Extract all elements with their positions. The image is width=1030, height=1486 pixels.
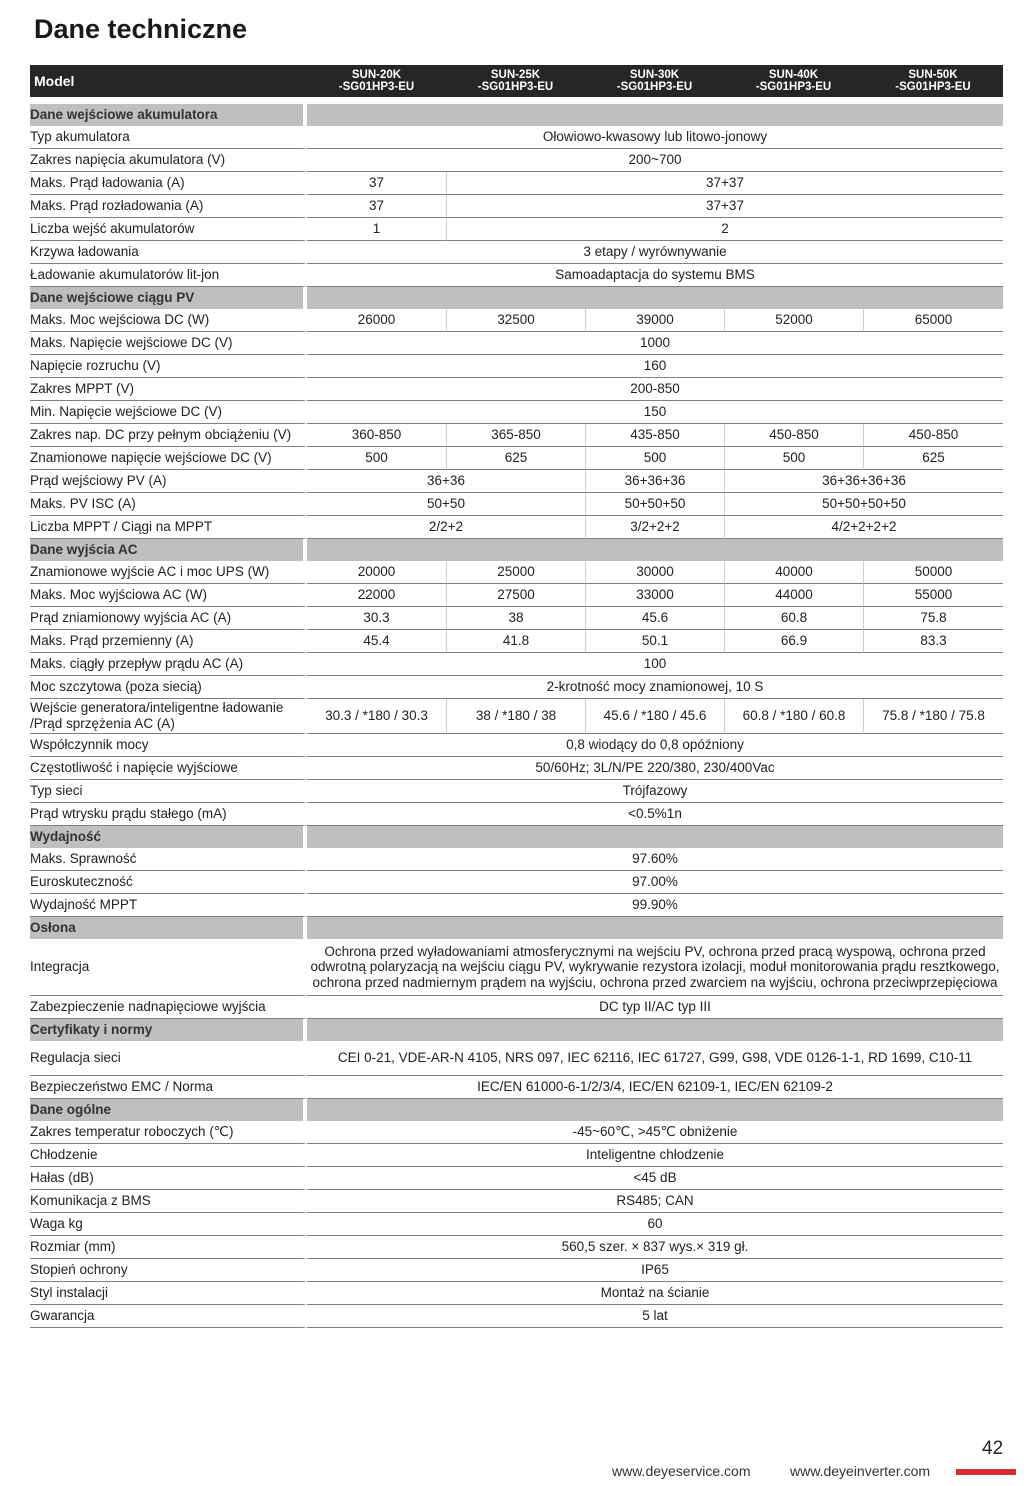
section-header-row	[30, 1099, 1003, 1121]
row-value: 44000	[724, 584, 863, 607]
table-row	[30, 699, 1003, 734]
row-label: Zakres MPPT (V)	[30, 378, 307, 401]
table-row	[30, 241, 1003, 264]
table-row	[30, 355, 1003, 378]
table-row	[30, 401, 1003, 424]
row-value: 26000	[307, 309, 446, 332]
section-title: Wydajność	[30, 826, 307, 848]
row-value: 150	[307, 401, 1003, 424]
section-title: Osłona	[30, 917, 307, 939]
row-label: Bezpieczeństwo EMC / Norma	[30, 1076, 307, 1099]
row-label: Moc szczytowa (poza siecią)	[30, 676, 307, 699]
row-value: 5 lat	[307, 1305, 1003, 1328]
row-label: Maks. Moc wyjściowa AC (W)	[30, 584, 307, 607]
table-row	[30, 493, 1003, 516]
table-row	[30, 734, 1003, 757]
table-row	[30, 332, 1003, 355]
section-fill	[307, 917, 1003, 939]
row-value: 625	[863, 447, 1003, 470]
row-label: Zabezpieczenie nadnapięciowe wyjścia	[30, 996, 307, 1019]
row-value: 32500	[446, 309, 585, 332]
row-value: 33000	[585, 584, 724, 607]
model-name-line: SUN-30K	[629, 69, 680, 81]
row-value: 55000	[863, 584, 1003, 607]
row-label: Maks. Prąd rozładowania (A)	[30, 195, 307, 218]
model-name-line: -SG01HP3-EU	[477, 81, 554, 93]
row-label: Zakres temperatur roboczych (℃)	[30, 1121, 307, 1144]
footer-link-deyeinverter[interactable]: www.deyeinverter.com	[790, 1463, 931, 1479]
row-value: 560,5 szer. × 837 wys.× 319 gł.	[307, 1236, 1003, 1259]
row-value: 2/2+2	[307, 516, 585, 539]
table-row	[30, 780, 1003, 803]
section-fill	[307, 826, 1003, 848]
section-header-row	[30, 287, 1003, 309]
table-row	[30, 126, 1003, 149]
row-label: Maks. Napięcie wejściowe DC (V)	[30, 332, 307, 355]
spec-table	[30, 65, 1003, 1328]
row-value: 37	[307, 195, 446, 218]
table-row	[30, 1121, 1003, 1144]
row-label: Zakres nap. DC przy pełnym obciążeniu (V)	[30, 424, 307, 447]
row-label: Napięcie rozruchu (V)	[30, 355, 307, 378]
model-header-5	[863, 65, 1003, 97]
table-row	[30, 424, 1003, 447]
table-row	[30, 447, 1003, 470]
row-value: -45~60℃, >45℃ obniżenie	[307, 1121, 1003, 1144]
table-row	[30, 630, 1003, 653]
row-value: Trójfazowy	[307, 780, 1003, 803]
section-fill	[307, 104, 1003, 126]
row-label: Zakres napięcia akumulatora (V)	[30, 149, 307, 172]
row-value: 50.1	[585, 630, 724, 653]
row-value: 200-850	[307, 378, 1003, 401]
table-row	[30, 1167, 1003, 1190]
table-row	[30, 1076, 1003, 1099]
table-row	[30, 1282, 1003, 1305]
model-name-line: -SG01HP3-EU	[755, 81, 832, 93]
row-value: 625	[446, 447, 585, 470]
footer-accent-bar	[956, 1469, 1016, 1475]
row-value: 50000	[863, 561, 1003, 584]
row-value: 4/2+2+2+2	[724, 516, 1003, 539]
model-header-label: Model	[30, 65, 307, 97]
row-value: 37+37	[446, 172, 1003, 195]
model-name-line: SUN-40K	[768, 69, 819, 81]
row-value: Montaż na ścianie	[307, 1282, 1003, 1305]
row-value: 40000	[724, 561, 863, 584]
table-row	[30, 1041, 1003, 1076]
row-value: 39000	[585, 309, 724, 332]
table-row	[30, 264, 1003, 287]
row-value: 1	[307, 218, 446, 241]
row-label: Znamionowe wyjście AC i moc UPS (W)	[30, 561, 307, 584]
model-name-line: SUN-25K	[490, 69, 541, 81]
table-row	[30, 149, 1003, 172]
row-value: IP65	[307, 1259, 1003, 1282]
row-value: 3/2+2+2	[585, 516, 724, 539]
row-value: 30000	[585, 561, 724, 584]
row-value: 50+50+50	[585, 493, 724, 516]
row-label: Waga kg	[30, 1213, 307, 1236]
model-name-line: -SG01HP3-EU	[895, 81, 971, 93]
row-label: Typ akumulatora	[30, 126, 307, 149]
row-value: 2-krotność mocy znamionowej, 10 S	[307, 676, 1003, 699]
row-value: 45.4	[307, 630, 446, 653]
model-name-line: SUN-50K	[908, 69, 958, 81]
table-row	[30, 1236, 1003, 1259]
table-row	[30, 378, 1003, 401]
model-header-4	[724, 65, 863, 97]
table-row	[30, 1305, 1003, 1328]
row-value: 500	[585, 447, 724, 470]
row-value: 200~700	[307, 149, 1003, 172]
row-value: 97.60%	[307, 848, 1003, 871]
section-header-row	[30, 104, 1003, 126]
row-value: 83.3	[863, 630, 1003, 653]
row-label: Częstotliwość i napięcie wyjściowe	[30, 757, 307, 780]
table-row	[30, 218, 1003, 241]
row-label: Maks. PV ISC (A)	[30, 493, 307, 516]
section-header-row	[30, 539, 1003, 561]
row-label: Typ sieci	[30, 780, 307, 803]
table-row	[30, 470, 1003, 493]
row-value: 160	[307, 355, 1003, 378]
row-label: Wydajność MPPT	[30, 894, 307, 917]
row-value: 27500	[446, 584, 585, 607]
section-title: Dane ogólne	[30, 1099, 307, 1121]
page-title: Dane techniczne	[34, 14, 248, 44]
row-label: Prąd wejściowy PV (A)	[30, 470, 307, 493]
row-value: 435-850	[585, 424, 724, 447]
row-value: 500	[724, 447, 863, 470]
row-label: Maks. Sprawność	[30, 848, 307, 871]
section-title: Dane wyjścia AC	[30, 539, 307, 561]
row-label: Znamionowe napięcie wejściowe DC (V)	[30, 447, 307, 470]
row-value: 36+36	[307, 470, 585, 493]
table-row	[30, 516, 1003, 539]
table-row	[30, 195, 1003, 218]
row-label: Styl instalacji	[30, 1282, 307, 1305]
row-value: 30.3	[307, 607, 446, 630]
row-value: 20000	[307, 561, 446, 584]
row-value: 36+36+36+36	[724, 470, 1003, 493]
row-value: 66.9	[724, 630, 863, 653]
row-label: Maks. Moc wejściowa DC (W)	[30, 309, 307, 332]
table-row	[30, 676, 1003, 699]
row-value: Samoadaptacja do systemu BMS	[307, 264, 1003, 287]
table-row	[30, 1259, 1003, 1282]
table-row	[30, 757, 1003, 780]
table-row	[30, 309, 1003, 332]
row-value: 50+50+50+50	[724, 493, 1003, 516]
row-label: Euroskuteczność	[30, 871, 307, 894]
row-value: 100	[307, 653, 1003, 676]
table-row	[30, 1213, 1003, 1236]
footer-link-deyeservice[interactable]: www.deyeservice.com	[612, 1463, 751, 1479]
section-header-row	[30, 917, 1003, 939]
row-label: Integracja	[30, 939, 307, 996]
row-label: Wejście generatora/inteligentne ładowanie /Prąd sprzężenia AC (A)	[30, 699, 307, 734]
row-value: 37+37	[446, 195, 1003, 218]
row-value: 2	[446, 218, 1003, 241]
table-row	[30, 939, 1003, 996]
row-value: 65000	[863, 309, 1003, 332]
row-label: Liczba wejść akumulatorów	[30, 218, 307, 241]
row-value: 41.8	[446, 630, 585, 653]
model-name-line: -SG01HP3-EU	[338, 81, 415, 93]
model-name-line: SUN-20K	[351, 69, 402, 81]
table-row	[30, 607, 1003, 630]
table-row	[30, 1144, 1003, 1167]
row-value: 52000	[724, 309, 863, 332]
row-label: Rozmiar (mm)	[30, 1236, 307, 1259]
table-row	[30, 871, 1003, 894]
model-header-2	[446, 65, 585, 97]
section-fill	[307, 1019, 1003, 1041]
row-label: Maks. ciągły przepływ prądu AC (A)	[30, 653, 307, 676]
row-label: Współczynnik mocy	[30, 734, 307, 757]
table-header	[30, 65, 1003, 97]
row-value: Ochrona przed wyładowaniami atmosferycznymi na wejściu PV, ochrona przed pracą wyspową, ochrona przed odwrotną polaryzacją na wejściu ciągu PV, wykrywanie rezystora izolacji, moduł monitorowania prądu resztkowego, ochrona przed nadmiernym prądem na wyjściu, ochrona przed zwarciem na wyjściu, ochrona przeciwprzepięciowa	[307, 939, 1003, 996]
row-label: Prąd zniamionowy wyjścia AC (A)	[30, 607, 307, 630]
row-label: Stopień ochrony	[30, 1259, 307, 1282]
row-value: 50/60Hz; 3L/N/PE 220/380, 230/400Vac	[307, 757, 1003, 780]
row-value: 37	[307, 172, 446, 195]
row-value: <45 dB	[307, 1167, 1003, 1190]
table-row	[30, 653, 1003, 676]
row-value: RS485; CAN	[307, 1190, 1003, 1213]
table-row	[30, 584, 1003, 607]
section-title: Certyfikaty i normy	[30, 1019, 307, 1041]
section-header-row	[30, 1019, 1003, 1041]
model-name-line: -SG01HP3-EU	[616, 81, 693, 93]
row-label: Liczba MPPT / Ciągi na MPPT	[30, 516, 307, 539]
table-row	[30, 996, 1003, 1019]
row-label: Regulacja sieci	[30, 1041, 307, 1076]
section-title: Dane wejściowe akumulatora	[30, 104, 307, 126]
row-label: Hałas (dB)	[30, 1167, 307, 1190]
row-value: 38 / *180 / 38	[446, 699, 585, 734]
row-value: 75.8 / *180 / 75.8	[863, 699, 1003, 734]
model-header-1	[307, 65, 446, 97]
row-value: 360-850	[307, 424, 446, 447]
table-row	[30, 894, 1003, 917]
row-label: Prąd wtrysku prądu stałego (mA)	[30, 803, 307, 826]
section-fill	[307, 287, 1003, 309]
row-label: Krzywa ładowania	[30, 241, 307, 264]
row-value: 60.8 / *180 / 60.8	[724, 699, 863, 734]
table-row	[30, 803, 1003, 826]
table-row	[30, 1190, 1003, 1213]
row-value: 99.90%	[307, 894, 1003, 917]
row-label: Chłodzenie	[30, 1144, 307, 1167]
row-value: 365-850	[446, 424, 585, 447]
row-label: Ładowanie akumulatorów lit-jon	[30, 264, 307, 287]
row-value: DC typ II/AC typ III	[307, 996, 1003, 1019]
row-value: 50+50	[307, 493, 585, 516]
row-value: 60	[307, 1213, 1003, 1236]
row-value: 38	[446, 607, 585, 630]
row-label: Maks. Prąd przemienny (A)	[30, 630, 307, 653]
row-value: 25000	[446, 561, 585, 584]
row-label: Min. Napięcie wejściowe DC (V)	[30, 401, 307, 424]
section-header-row	[30, 826, 1003, 848]
table-body	[30, 97, 1003, 1328]
table-row	[30, 561, 1003, 584]
row-value: 97.00%	[307, 871, 1003, 894]
section-fill	[307, 539, 1003, 561]
row-value: 75.8	[863, 607, 1003, 630]
row-value: 45.6	[585, 607, 724, 630]
row-value: 500	[307, 447, 446, 470]
model-header-3	[585, 65, 724, 97]
row-value: 30.3 / *180 / 30.3	[307, 699, 446, 734]
row-value: 450-850	[863, 424, 1003, 447]
row-value: IEC/EN 61000-6-1/2/3/4, IEC/EN 62109-1, IEC/EN 62109-2	[307, 1076, 1003, 1099]
row-value: 3 etapy / wyrównywanie	[307, 241, 1003, 264]
row-value: 1000	[307, 332, 1003, 355]
table-row	[30, 848, 1003, 871]
row-value: CEI 0-21, VDE-AR-N 4105, NRS 097, IEC 62116, IEC 61727, G99, G98, VDE 0126-1-1, RD 1699, C10-11	[307, 1041, 1003, 1076]
row-value: Ołowiowo-kwasowy lub litowo-jonowy	[307, 126, 1003, 149]
row-value: Inteligentne chłodzenie	[307, 1144, 1003, 1167]
row-label: Maks. Prąd ładowania (A)	[30, 172, 307, 195]
row-value: 60.8	[724, 607, 863, 630]
row-value: <0.5%1n	[307, 803, 1003, 826]
section-fill	[307, 1099, 1003, 1121]
row-value: 22000	[307, 584, 446, 607]
row-label: Komunikacja z BMS	[30, 1190, 307, 1213]
row-value: 450-850	[724, 424, 863, 447]
row-label: Gwarancja	[30, 1305, 307, 1328]
row-value: 45.6 / *180 / 45.6	[585, 699, 724, 734]
page-number: 42	[982, 1438, 1004, 1459]
section-title: Dane wejściowe ciągu PV	[30, 287, 307, 309]
row-value: 0,8 wiodący do 0,8 opóźniony	[307, 734, 1003, 757]
table-row	[30, 172, 1003, 195]
row-value: 36+36+36	[585, 470, 724, 493]
